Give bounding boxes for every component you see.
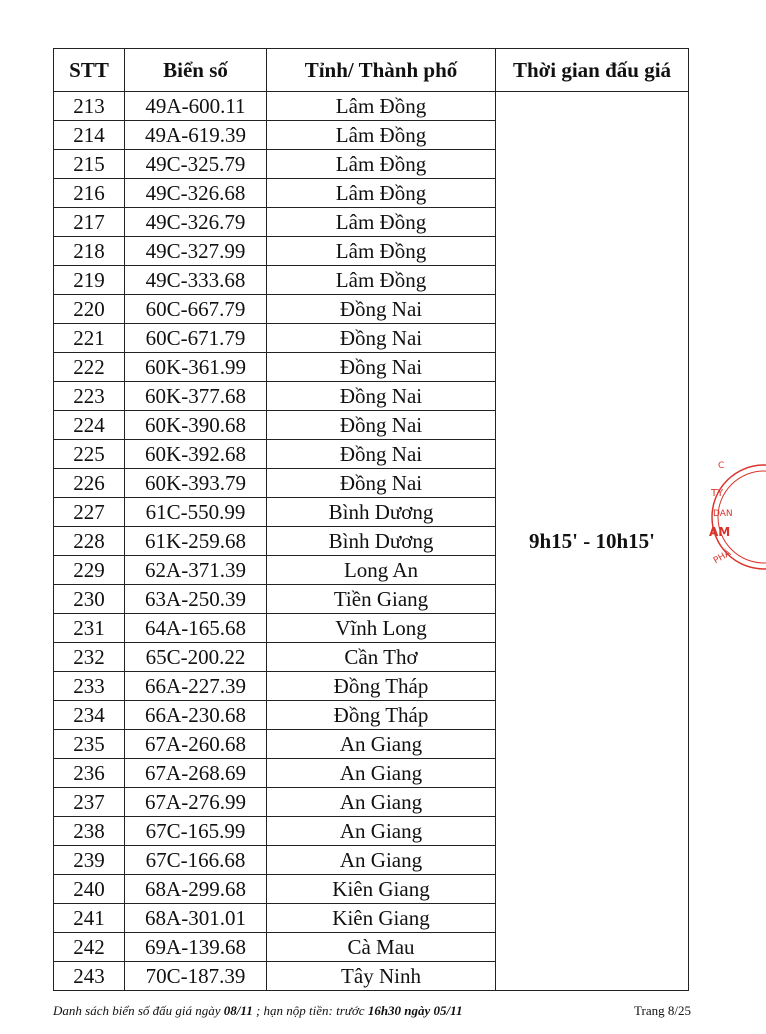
row-stt: 238 <box>54 817 125 846</box>
row-province: Bình Dương <box>267 527 496 556</box>
row-stt: 228 <box>54 527 125 556</box>
row-province: Bình Dương <box>267 498 496 527</box>
row-stt: 223 <box>54 382 125 411</box>
table-row <box>54 92 689 121</box>
row-province: Lâm Đồng <box>267 121 496 150</box>
svg-text:TY: TY <box>711 488 724 499</box>
row-province: An Giang <box>267 788 496 817</box>
row-province: Đồng Nai <box>267 295 496 324</box>
svg-text:AM: AM <box>709 525 731 539</box>
row-plate: 49C-326.79 <box>125 208 267 237</box>
company-seal <box>706 452 733 582</box>
row-province: Đồng Nai <box>267 382 496 411</box>
row-stt: 219 <box>54 266 125 295</box>
row-province: Kiên Giang <box>267 875 496 904</box>
svg-text:C: C <box>718 461 725 471</box>
footer-date: 08/11 <box>223 1003 253 1018</box>
row-plate: 49A-600.11 <box>125 92 267 121</box>
table-header-row <box>54 49 689 92</box>
svg-text:DAN: DAN <box>713 509 733 519</box>
row-stt: 241 <box>54 904 125 933</box>
auction-time-slot: 9h15' - 10h15' <box>496 92 689 991</box>
row-stt: 231 <box>54 614 125 643</box>
row-plate: 49C-333.68 <box>125 266 267 295</box>
header-stt: STT <box>54 49 125 92</box>
row-province: An Giang <box>267 730 496 759</box>
row-province: Cần Thơ <box>267 643 496 672</box>
row-province: Đồng Nai <box>267 353 496 382</box>
row-province: Lâm Đồng <box>267 150 496 179</box>
header-plate: Biển số <box>125 49 267 92</box>
row-province: Đồng Nai <box>267 469 496 498</box>
row-stt: 243 <box>54 962 125 991</box>
row-plate: 49C-326.68 <box>125 179 267 208</box>
row-plate: 67C-166.68 <box>125 846 267 875</box>
row-plate: 68A-299.68 <box>125 875 267 904</box>
row-province: Đồng Nai <box>267 324 496 353</box>
row-province: An Giang <box>267 759 496 788</box>
row-plate: 49C-327.99 <box>125 237 267 266</box>
row-plate: 67A-260.68 <box>125 730 267 759</box>
row-province: Đồng Nai <box>267 411 496 440</box>
row-stt: 237 <box>54 788 125 817</box>
row-plate: 67A-276.99 <box>125 788 267 817</box>
row-plate: 60K-361.99 <box>125 353 267 382</box>
row-province: Kiên Giang <box>267 904 496 933</box>
row-plate: 60C-671.79 <box>125 324 267 353</box>
row-plate: 62A-371.39 <box>125 556 267 585</box>
row-stt: 215 <box>54 150 125 179</box>
row-province: Đồng Tháp <box>267 672 496 701</box>
row-stt: 235 <box>54 730 125 759</box>
page-footer <box>53 1003 691 1019</box>
row-province: Long An <box>267 556 496 585</box>
row-province: Cà Mau <box>267 933 496 962</box>
row-stt: 234 <box>54 701 125 730</box>
row-stt: 217 <box>54 208 125 237</box>
row-stt: 233 <box>54 672 125 701</box>
row-province: Lâm Đồng <box>267 92 496 121</box>
footer-deadline: 16h30 ngày 05/11 <box>367 1003 463 1018</box>
row-plate: 49C-325.79 <box>125 150 267 179</box>
row-plate: 69A-139.68 <box>125 933 267 962</box>
row-plate: 63A-250.39 <box>125 585 267 614</box>
row-plate: 70C-187.39 <box>125 962 267 991</box>
row-stt: 216 <box>54 179 125 208</box>
row-stt: 220 <box>54 295 125 324</box>
row-province: Vĩnh Long <box>267 614 496 643</box>
license-plate-table <box>53 48 689 991</box>
row-stt: 218 <box>54 237 125 266</box>
row-province: Lâm Đồng <box>267 237 496 266</box>
row-plate: 64A-165.68 <box>125 614 267 643</box>
row-province: An Giang <box>267 817 496 846</box>
row-stt: 222 <box>54 353 125 382</box>
row-province: Đồng Nai <box>267 440 496 469</box>
row-plate: 67C-165.99 <box>125 817 267 846</box>
row-plate: 61C-550.99 <box>125 498 267 527</box>
row-plate: 66A-230.68 <box>125 701 267 730</box>
row-stt: 227 <box>54 498 125 527</box>
page-number: Trang 8/25 <box>634 1003 691 1018</box>
row-stt: 224 <box>54 411 125 440</box>
row-plate: 60K-393.79 <box>125 469 267 498</box>
row-plate: 60K-377.68 <box>125 382 267 411</box>
row-stt: 225 <box>54 440 125 469</box>
table-body <box>54 92 689 991</box>
row-stt: 236 <box>54 759 125 788</box>
row-stt: 213 <box>54 92 125 121</box>
row-stt: 214 <box>54 121 125 150</box>
row-province: Lâm Đồng <box>267 179 496 208</box>
header-auction-time: Thời gian đấu giá <box>496 49 689 92</box>
row-stt: 239 <box>54 846 125 875</box>
row-province: Đồng Tháp <box>267 701 496 730</box>
row-plate: 61K-259.68 <box>125 527 267 556</box>
header-province: Tỉnh/ Thành phố <box>267 49 496 92</box>
row-province: Lâm Đồng <box>267 208 496 237</box>
row-province: Lâm Đồng <box>267 266 496 295</box>
row-stt: 226 <box>54 469 125 498</box>
row-plate: 67A-268.69 <box>125 759 267 788</box>
row-plate: 66A-227.39 <box>125 672 267 701</box>
row-plate: 60K-392.68 <box>125 440 267 469</box>
row-stt: 221 <box>54 324 125 353</box>
row-plate: 49A-619.39 <box>125 121 267 150</box>
row-province: Tiền Giang <box>267 585 496 614</box>
row-plate: 65C-200.22 <box>125 643 267 672</box>
row-plate: 60C-667.79 <box>125 295 267 324</box>
row-stt: 242 <box>54 933 125 962</box>
footer-note: Danh sách biển số đấu giá ngày 08/11 ; hạn nộp tiền: trước 16h30 ngày 05/11 <box>53 1003 463 1018</box>
row-stt: 230 <box>54 585 125 614</box>
row-province: An Giang <box>267 846 496 875</box>
row-plate: 60K-390.68 <box>125 411 267 440</box>
row-province: Tây Ninh <box>267 962 496 991</box>
row-plate: 68A-301.01 <box>125 904 267 933</box>
row-stt: 229 <box>54 556 125 585</box>
row-stt: 232 <box>54 643 125 672</box>
svg-text:PHÁ: PHÁ <box>712 548 733 567</box>
row-stt: 240 <box>54 875 125 904</box>
